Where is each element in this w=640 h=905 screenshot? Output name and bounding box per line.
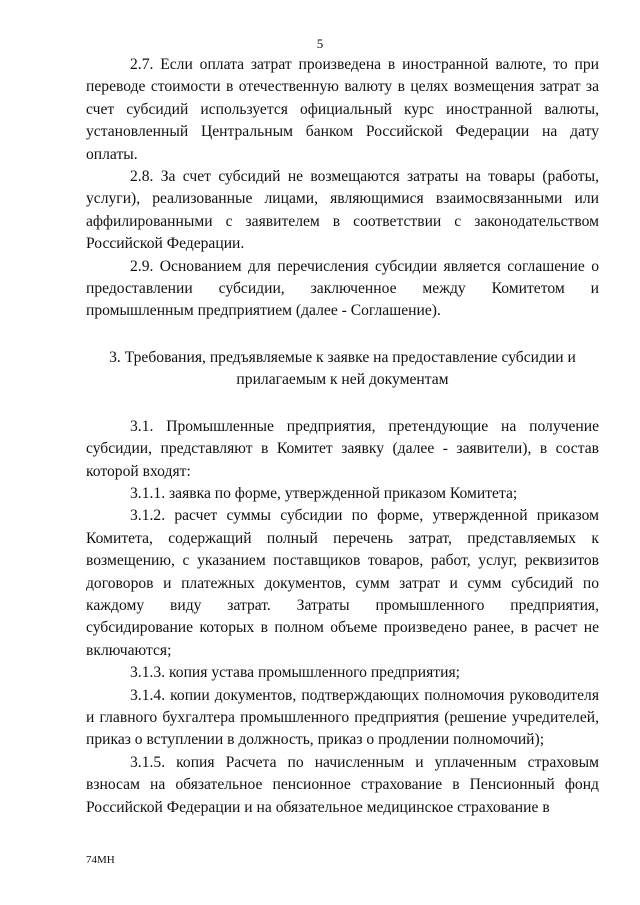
page-number: 5 — [316, 36, 324, 51]
section-heading: 3. Требования, предъявляемые к заявке на предоставление субсидии и прилагаемым к ней документам — [109, 348, 576, 389]
paragraph-2-7: 2.7. Если оплата затрат произведена в иностранной валюте, то при переводе стоимости в отечественную валюту в целях возмещения затрат за счет субсидий используется официальный курс иностранной валюты, установленный Центральным банком Российской Федерации на дату оплаты. — [86, 56, 599, 163]
paragraph-3-1-3: 3.1.3. копия устава промышленного предприятия; — [130, 664, 460, 682]
paragraph-3-1-4: 3.1.4. копии документов, подтверждающих полномочия руководителя и главного бухгалтера промышленного предприятия (решение учредителей, приказ о вступлении в должность, приказ о продлении полномочий); — [86, 686, 599, 749]
paragraph-3-1-5: 3.1.5. копия Расчета по начисленным и уплаченным страховым взносам на обязательное пенсионное страхование в Пенсионный фонд Российской Федерации и на обязательное медицинское страхование в — [86, 753, 599, 816]
paragraph-3-1-2: 3.1.2. расчет суммы субсидии по форме, утвержденной приказом Комитета, содержащий полный перечень затрат, представляемых к возмещению, с указанием поставщиков товаров, работ, услуг, реквизитов договоров и платежных документов, сумм затрат и сумм субсидий по каждому виду затрат. Затраты промышленного предприятия, субсидирование которых в полном объеме произведено ранее, в расчет не включаются; — [86, 507, 599, 659]
footer-code: 74МН — [86, 854, 115, 866]
paragraph-2-9: 2.9. Основанием для перечисления субсидии является соглашение о предоставлении субсидии, заключенное между Комитетом и промышленным предприятием (далее - Соглашение). — [86, 257, 599, 320]
document-body — [86, 54, 599, 819]
paragraph-3-1: 3.1. Промышленные предприятия, претендующие на получение субсидии, представляют в Комитет заявку (далее - заявители), в состав которой входят: — [86, 417, 599, 480]
paragraph-3-1-1: 3.1.1. заявка по форме, утвержденной приказом Комитета; — [130, 484, 518, 502]
paragraph-2-8: 2.8. За счет субсидий не возмещаются затраты на товары (работы, услуги), реализованные лицами, являющимися взаимосвязанными или аффилированными с заявителем в соответствии с законодательством Российской Федерации. — [86, 168, 599, 253]
